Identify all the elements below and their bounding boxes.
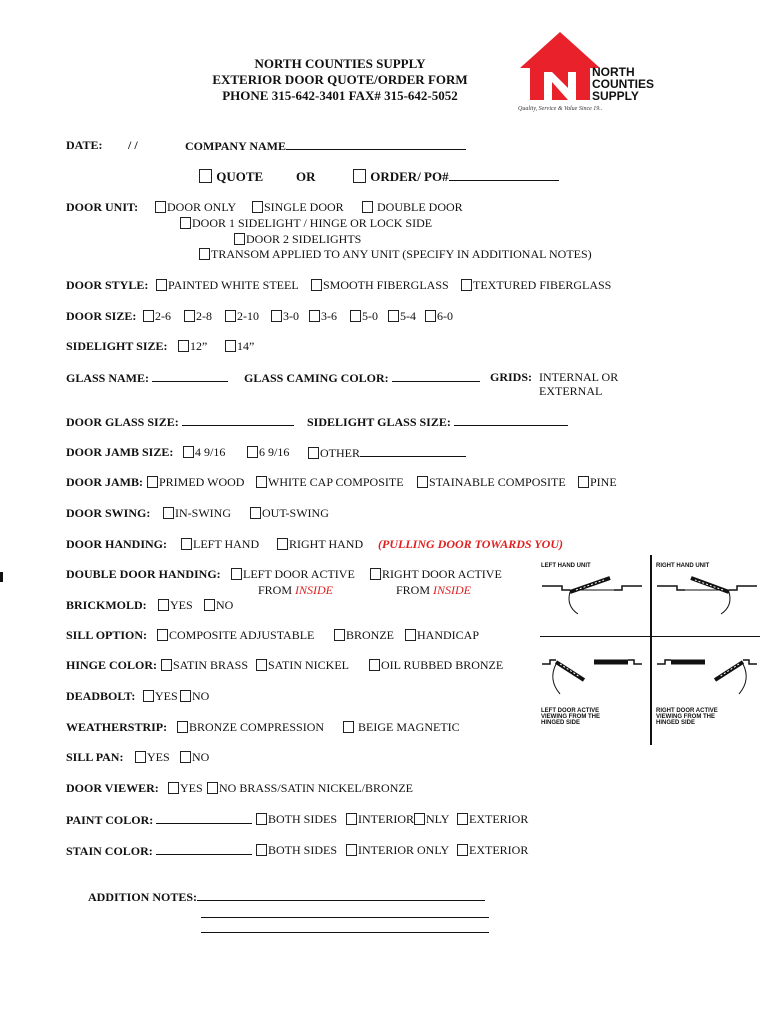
jamb-size-other[interactable]: OTHER: [308, 445, 466, 461]
checkbox[interactable]: [457, 844, 468, 856]
checkbox[interactable]: [231, 568, 242, 580]
door-style-smooth-fiberglass[interactable]: SMOOTH FIBERGLASS: [311, 278, 449, 293]
notes-line-3[interactable]: [201, 922, 489, 933]
right-door-active-caption: RIGHT DOOR ACTIVE VIEWING FROM THE HINGED SIDE: [656, 708, 718, 726]
logo-word-counties: COUNTIES: [592, 77, 655, 91]
grids-internal-or: INTERNAL OR: [539, 370, 619, 384]
checkbox[interactable]: [183, 446, 194, 458]
weatherstrip-bronze-compression[interactable]: BRONZE COMPRESSION: [177, 720, 324, 735]
door-swing-out[interactable]: OUT-SWING: [250, 506, 329, 521]
logo-tagline: Quality, Service & Value Since 19..: [518, 106, 603, 112]
door-swing-label: DOOR SWING:: [66, 506, 151, 520]
door-handing-left[interactable]: LEFT HAND: [181, 537, 259, 552]
checkbox[interactable]: [207, 782, 218, 794]
checkbox[interactable]: [225, 340, 236, 352]
margin-mark: [0, 572, 3, 582]
door-size-option[interactable]: 2-10: [225, 309, 259, 324]
date-label: DATE:: [66, 138, 103, 152]
checkbox[interactable]: [204, 599, 215, 611]
deadbolt-label: DEADBOLT:: [66, 689, 136, 703]
double-door-right-active[interactable]: RIGHT DOOR ACTIVE: [370, 567, 502, 582]
checkbox[interactable]: [177, 721, 188, 733]
sill-pan-yes[interactable]: YES: [135, 750, 170, 765]
checkbox[interactable]: [343, 721, 354, 733]
door-jamb-label: DOOR JAMB:: [66, 475, 143, 489]
checkbox[interactable]: [147, 476, 158, 488]
weatherstrip-beige-magnetic[interactable]: BEIGE MAGNETIC: [343, 720, 460, 735]
sill-option-label: SILL OPTION:: [66, 628, 148, 642]
glass-caming-field[interactable]: [392, 370, 480, 382]
deadbolt-yes[interactable]: YES: [143, 689, 178, 704]
sidelight-glass-size-label: SIDELIGHT GLASS SIZE:: [307, 414, 568, 430]
stain-exterior[interactable]: EXTERIOR: [457, 843, 528, 858]
company-name-label: COMPANY NAME: [185, 138, 466, 154]
checkbox[interactable]: [250, 507, 261, 519]
stain-both-sides[interactable]: BOTH SIDES: [256, 843, 337, 858]
checkbox[interactable]: [156, 279, 167, 291]
checkbox[interactable]: [417, 476, 428, 488]
door-size-option[interactable]: 3-0: [271, 309, 299, 324]
jamb-size-6-9-16[interactable]: 6 9/16: [247, 445, 289, 460]
checkbox[interactable]: [143, 310, 154, 322]
form-title: EXTERIOR DOOR QUOTE/ORDER FORM: [212, 72, 468, 87]
notes-line-2[interactable]: [201, 907, 489, 918]
glass-name-field[interactable]: [152, 370, 228, 382]
checkbox[interactable]: [308, 447, 319, 459]
hinge-oil-rubbed-bronze[interactable]: OIL RUBBED BRONZE: [369, 658, 503, 673]
order-option[interactable]: ORDER/ PO#: [353, 169, 559, 185]
checkbox[interactable]: [461, 279, 472, 291]
pulling-door-note: (PULLING DOOR TOWARDS YOU): [378, 537, 564, 551]
door-jamb-primed-wood[interactable]: PRIMED WOOD: [147, 475, 244, 490]
stain-color-label: STAIN COLOR:: [66, 843, 252, 859]
jamb-size-other-field[interactable]: [360, 445, 466, 457]
door-jamb-stainable-composite[interactable]: STAINABLE COMPOSITE: [417, 475, 566, 490]
brickmold-yes[interactable]: YES: [158, 598, 193, 613]
date-field[interactable]: / /: [128, 138, 138, 152]
grids-label: GRIDS:: [490, 370, 533, 384]
door-viewer-no[interactable]: NO BRASS/SATIN NICKEL/BRONZE: [207, 781, 413, 796]
checkbox[interactable]: [256, 844, 267, 856]
jamb-size-4-9-16[interactable]: 4 9/16: [183, 445, 225, 460]
paint-color-field[interactable]: [156, 812, 252, 824]
diagram-horizontal-divider: [540, 636, 760, 637]
door-glass-size-field[interactable]: [182, 414, 294, 426]
door-size-label: DOOR SIZE:: [66, 309, 137, 323]
checkbox[interactable]: [334, 629, 345, 641]
company-title: NORTH COUNTIES SUPPLY: [254, 56, 426, 71]
deadbolt-no[interactable]: NO: [180, 689, 209, 704]
grids-external: EXTERNAL: [539, 384, 603, 398]
sill-handicap[interactable]: HANDICAP: [405, 628, 479, 643]
door-style-label: DOOR STYLE:: [66, 278, 149, 292]
logo-word-supply: SUPPLY: [592, 89, 639, 103]
door-jamb-white-cap-composite[interactable]: WHITE CAP COMPOSITE: [256, 475, 404, 490]
checkbox[interactable]: [178, 340, 189, 352]
stain-interior-only[interactable]: INTERIOR ONLY: [346, 843, 449, 858]
sill-pan-no[interactable]: NO: [180, 750, 209, 765]
sidelight-size-label: SIDELIGHT SIZE:: [66, 339, 168, 353]
checkbox[interactable]: [256, 659, 267, 671]
door-size-option[interactable]: 6-0: [425, 309, 453, 324]
checkbox[interactable]: [350, 310, 361, 322]
door-size-option[interactable]: 3-6: [309, 309, 337, 324]
door-handing-right[interactable]: RIGHT HAND: [277, 537, 363, 552]
door-unit-double-door[interactable]: DOUBLE DOOR: [362, 200, 463, 215]
checkbox[interactable]: [256, 476, 267, 488]
door-style-painted-white-steel[interactable]: PAINTED WHITE STEEL: [156, 278, 299, 293]
paint-color-label: PAINT COLOR:: [66, 812, 252, 828]
hinge-satin-brass[interactable]: SATIN BRASS: [161, 658, 248, 673]
checkbox[interactable]: [346, 844, 357, 856]
sidelight-size-14[interactable]: 14”: [225, 339, 254, 354]
paint-interior-only[interactable]: INTERIOR NLY: [346, 812, 449, 827]
checkbox[interactable]: [277, 538, 288, 550]
door-style-textured-fiberglass[interactable]: TEXTURED FIBERGLASS: [461, 278, 611, 293]
door-viewer-yes[interactable]: YES: [168, 781, 203, 796]
notes-label: ADDITION NOTES:: [88, 889, 485, 905]
checkbox[interactable]: [143, 690, 154, 702]
checkbox[interactable]: [157, 629, 168, 641]
phone-fax: PHONE 315-642-3401 FAX# 315-642-5052: [222, 88, 458, 103]
checkbox[interactable]: [309, 310, 320, 322]
checkbox[interactable]: [425, 310, 436, 322]
checkbox[interactable]: [346, 813, 357, 825]
company-logo: [516, 30, 666, 115]
quote-checkbox[interactable]: [199, 169, 212, 183]
checkbox[interactable]: [180, 751, 191, 763]
checkbox[interactable]: [311, 279, 322, 291]
checkbox[interactable]: [405, 629, 416, 641]
or-text: OR: [296, 169, 316, 184]
door-handing-label: DOOR HANDING:: [66, 537, 167, 551]
door-glass-size-label: DOOR GLASS SIZE:: [66, 414, 294, 430]
brickmold-no[interactable]: NO: [204, 598, 233, 613]
door-unit-door-only[interactable]: DOOR ONLY: [155, 200, 236, 215]
checkbox[interactable]: [168, 782, 179, 794]
company-name-field[interactable]: [286, 138, 466, 150]
glass-name-label: GLASS NAME:: [66, 370, 228, 386]
double-door-handing-label: DOUBLE DOOR HANDING:: [66, 567, 221, 581]
door-swing-in[interactable]: IN-SWING: [163, 506, 231, 521]
door-jamb-pine[interactable]: PINE: [578, 475, 617, 490]
right-door-active-diagram: [655, 650, 760, 702]
left-from-inside: FROM INSIDE: [258, 583, 334, 597]
jamb-size-label: DOOR JAMB SIZE:: [66, 445, 174, 459]
door-size-option[interactable]: 2-8: [184, 309, 212, 324]
door-unit-one-sidelight[interactable]: DOOR 1 SIDELIGHT / HINGE OR LOCK SIDE: [180, 216, 432, 231]
checkbox[interactable]: [155, 201, 166, 213]
checkbox[interactable]: [199, 248, 210, 260]
checkbox[interactable]: [180, 690, 191, 702]
checkbox[interactable]: [388, 310, 399, 322]
checkbox[interactable]: [256, 813, 267, 825]
checkbox[interactable]: [247, 446, 258, 458]
paint-both-sides[interactable]: BOTH SIDES: [256, 812, 337, 827]
checkbox[interactable]: [180, 217, 191, 229]
left-door-active-caption: LEFT DOOR ACTIVE VIEWING FROM THE HINGED SIDE: [541, 708, 600, 726]
checkbox[interactable]: [184, 310, 195, 322]
door-unit-transom[interactable]: TRANSOM APPLIED TO ANY UNIT (SPECIFY IN ADDITIONAL NOTES): [199, 247, 592, 262]
checkbox[interactable]: [369, 659, 380, 671]
glass-caming-label: GLASS CAMING COLOR:: [244, 370, 480, 386]
diagram-vertical-divider: [650, 555, 652, 745]
hinge-satin-nickel[interactable]: SATIN NICKEL: [256, 658, 349, 673]
door-size-option[interactable]: 5-4: [388, 309, 416, 324]
door-unit-label: DOOR UNIT:: [66, 200, 139, 214]
checkbox[interactable]: [370, 568, 381, 580]
weatherstrip-label: WEATHERSTRIP:: [66, 720, 168, 734]
order-checkbox[interactable]: [353, 169, 366, 183]
sill-pan-label: SILL PAN:: [66, 750, 124, 764]
po-number-field[interactable]: [449, 169, 559, 181]
left-hand-unit-diagram: [540, 572, 645, 620]
sill-composite-adjustable[interactable]: COMPOSITE ADJUSTABLE: [157, 628, 314, 643]
brickmold-label: BRICKMOLD:: [66, 598, 147, 612]
checkbox[interactable]: [271, 310, 282, 322]
checkbox[interactable]: [225, 310, 236, 322]
checkbox[interactable]: [457, 813, 468, 825]
checkbox[interactable]: [578, 476, 589, 488]
quote-option[interactable]: QUOTE: [199, 169, 263, 185]
paint-exterior[interactable]: EXTERIOR: [457, 812, 528, 827]
sidelight-glass-size-field[interactable]: [454, 414, 568, 426]
left-hand-unit-caption: LEFT HAND UNIT: [541, 563, 591, 569]
right-hand-unit-diagram: [655, 572, 760, 620]
door-viewer-label: DOOR VIEWER:: [66, 781, 159, 795]
sill-bronze[interactable]: BRONZE: [334, 628, 394, 643]
checkbox[interactable]: [252, 201, 263, 213]
double-door-left-active[interactable]: LEFT DOOR ACTIVE: [231, 567, 355, 582]
checkbox[interactable]: [362, 201, 373, 213]
checkbox[interactable]: [161, 659, 172, 671]
notes-line-1[interactable]: [197, 889, 485, 901]
sidelight-size-12[interactable]: 12”: [178, 339, 207, 354]
door-size-option[interactable]: 2-6: [143, 309, 171, 324]
checkbox[interactable]: [234, 233, 245, 245]
logo-word-north: NORTH: [592, 65, 635, 79]
left-door-active-diagram: [540, 650, 645, 702]
checkbox[interactable]: [135, 751, 146, 763]
checkbox[interactable]: [181, 538, 192, 550]
checkbox[interactable]: [414, 813, 425, 825]
door-size-option[interactable]: 5-0: [350, 309, 378, 324]
hinge-color-label: HINGE COLOR:: [66, 658, 158, 672]
door-unit-two-sidelights[interactable]: DOOR 2 SIDELIGHTS: [234, 232, 361, 247]
door-unit-single-door[interactable]: SINGLE DOOR: [252, 200, 344, 215]
checkbox[interactable]: [158, 599, 169, 611]
checkbox[interactable]: [163, 507, 174, 519]
right-hand-unit-caption: RIGHT HAND UNIT: [656, 563, 710, 569]
stain-color-field[interactable]: [156, 843, 252, 855]
right-from-inside: FROM INSIDE: [396, 583, 472, 597]
